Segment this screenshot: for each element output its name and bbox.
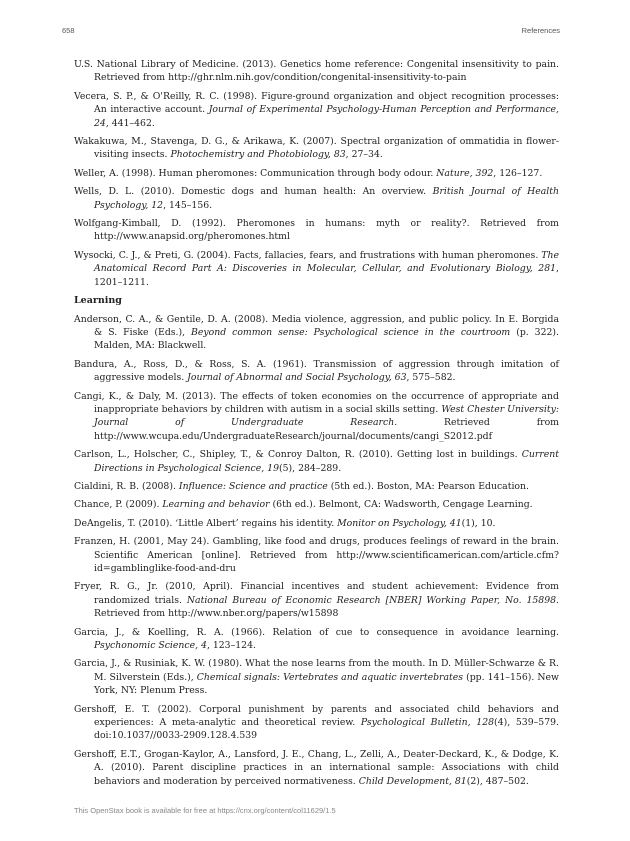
- reference-text: Fryer, R. G., Jr. (2010, April). Financial incentives and student achievement: Evidence from randomized trials.: [74, 581, 559, 606]
- reference-entry: [74, 390, 559, 444]
- reference-details: , 441–462.: [105, 117, 155, 129]
- reference-details: . Retrieved from http://www.nber.org/papers/w15898: [94, 594, 559, 620]
- reference-text: Weller, A. (1998). Human pheromones: Communication through body odour.: [74, 167, 437, 179]
- reference-entry: [74, 135, 559, 162]
- reference-source-title: Learning and behavior: [162, 499, 270, 511]
- page-number: 658: [62, 26, 75, 35]
- reference-details: (p. 322). Malden, MA: Blackwell.: [94, 326, 559, 352]
- reference-source-title: Chemical signals: Vertebrates and aquatic invertebrates: [196, 671, 464, 683]
- reference-source-title: The Anatomical Record Part A: Discoveries in Molecular, Cellular, and Evolutionary Biology, 281: [94, 249, 559, 275]
- reference-text: Garcia, J., & Rusiniak, K. W. (1980). What the nose learns from the mouth. In D. Müller-Schwarze & R. M. Silverstein (Eds.),: [74, 658, 559, 683]
- reference-text: Cangi, K., & Daly, M. (2013). The effects of token economies on the occurrence of appropriate and inappropriate behaviors by children with autism in a social skills setting.: [74, 390, 559, 415]
- reference-source-title: Photochemistry and Photobiology, 83: [170, 149, 346, 161]
- reference-source-title: Nature, 392: [436, 167, 494, 179]
- reference-text: Wells, D. L. (2010). Domestic dogs and human health: An overview.: [74, 186, 433, 198]
- reference-details: (pp. 141–156). New York, NY: Plenum Press.: [94, 671, 559, 697]
- reference-entry: [74, 185, 559, 212]
- reference-text: Wakakuwa, M., Stavenga, D. G., & Arikawa, K. (2007). Spectral organization of ommatidia in flower-visiting insects.: [74, 136, 559, 161]
- reference-entry: [74, 313, 559, 353]
- references-group-top: [74, 58, 559, 289]
- reference-source-title: Psychonomic Science, 4: [94, 640, 207, 652]
- reference-text: Carlson, L., Holscher, C., Shipley, T., & Conroy Dalton, R. (2010). Getting lost in buildings.: [74, 449, 522, 461]
- reference-entry: [74, 358, 559, 385]
- page-footer: This OpenStax book is available for free at https://cnx.org/content/col11629/1.5: [74, 806, 336, 816]
- reference-details: (1), 10.: [461, 517, 496, 529]
- reference-source-title: Psychological Bulletin, 128: [360, 717, 495, 729]
- reference-source-title: National Bureau of Economic Research [NBER] Working Paper, No. 15898: [186, 594, 557, 606]
- reference-text: Vecera, S. P., & O'Reilly, R. C. (1998). Figure-ground organization and object recognition processes: An interactive account.: [74, 90, 559, 116]
- reference-entry: [74, 703, 559, 743]
- reference-source-title: Influence: Science and practice: [178, 480, 328, 492]
- section-heading-learning: Learning: [74, 295, 122, 307]
- reference-text: Gershoff, E.T., Grogan-Kaylor, A., Lansford, J. E., Chang, L., Zelli, A., Deater-Deckard, K., & Dodge, K. A. (2010). Parent discipline practices in an international sample: Associations with child behaviors and moderation by perceived normativeness.: [74, 748, 559, 787]
- reference-text: Chance, P. (2009).: [74, 499, 163, 511]
- reference-details: , 126–127.: [493, 167, 543, 179]
- reference-entry: [74, 498, 559, 511]
- reference-entry: [74, 626, 559, 653]
- reference-text: DeAngelis, T. (2010). ‘Little Albert’ regains his identity.: [74, 517, 338, 529]
- reference-details: , 1201–1211.: [94, 263, 559, 288]
- page-header: [62, 26, 560, 38]
- reference-entry: [74, 249, 559, 289]
- reference-entry: [74, 167, 559, 180]
- reference-text: Cialdini, R. B. (2008).: [74, 480, 179, 492]
- reference-text: Wolfgang-Kimball, D. (1992). Pheromones in humans: myth or reality?. Retrieved from http://www.anapsid.org/pheromones.html: [74, 218, 559, 243]
- reference-details: (2), 487–502.: [466, 775, 529, 787]
- reference-source-title: Beyond common sense: Psychological science in the courtroom: [191, 326, 511, 338]
- reference-text: U.S. National Library of Medicine. (2013). Genetics home reference: Congenital insensitivity to pain. Retrieved from http://ghr.nlm.nih.gov/condition/congenital-insensitivity-to-pain: [74, 59, 559, 84]
- reference-entry: [74, 58, 559, 85]
- reference-source-title: Current Directions in Psychological Science, 19: [94, 449, 559, 474]
- reference-details: (5), 284–289.: [279, 462, 342, 474]
- reference-text: Wysocki, C. J., & Preti, G. (2004). Facts, fallacies, fears, and frustrations with human pheromones.: [74, 249, 542, 261]
- reference-entry: [74, 748, 559, 788]
- references-list: [74, 58, 559, 788]
- reference-details: , 575–582.: [406, 372, 456, 384]
- reference-entry: [74, 580, 559, 620]
- reference-entry: [74, 448, 559, 475]
- reference-source-title: West Chester University: Journal of Undergraduate Research: [94, 403, 559, 429]
- reference-entry: [74, 657, 559, 697]
- reference-details: . Retrieved from http://www.wcupa.edu/UndergraduateResearch/journal/documents/cangi_S2012.pdf: [94, 417, 560, 442]
- reference-entry: [74, 535, 559, 575]
- reference-entry: [74, 217, 559, 244]
- reference-source-title: Monitor on Psychology, 41: [337, 517, 462, 529]
- references-group-learning: [74, 313, 559, 789]
- reference-details: (5th ed.). Boston, MA: Pearson Education.: [327, 480, 529, 492]
- reference-source-title: Journal of Abnormal and Social Psychology, 63: [187, 372, 407, 384]
- reference-details: (4), 539–579. doi:10.1037//0033-2909.128.4.539: [94, 717, 559, 742]
- reference-details: , 27–34.: [345, 149, 383, 161]
- reference-entry: [74, 480, 559, 493]
- running-section-title: References: [521, 26, 560, 35]
- reference-details: , 123–124.: [206, 640, 256, 652]
- reference-entry: [74, 90, 559, 130]
- reference-text: Bandura, A., Ross, D., & Ross, S. A. (1961). Transmission of aggression through imitation of aggressive models.: [74, 358, 559, 384]
- reference-details: (6th ed.). Belmont, CA: Wadsworth, Cengage Learning.: [269, 499, 533, 511]
- reference-entry: [74, 517, 559, 530]
- reference-details: , 145–156.: [163, 199, 213, 211]
- reference-text: Anderson, C. A., & Gentile, D. A. (2008). Media violence, aggression, and public policy. In E. Borgida & S. Fiske (Eds.),: [74, 313, 559, 338]
- reference-source-title: British Journal of Health Psychology, 12: [94, 186, 559, 211]
- reference-source-title: Journal of Experimental Psychology-Human Perception and Performance, 24: [94, 104, 559, 129]
- reference-text: Garcia, J., & Koelling, R. A. (1966). Relation of cue to consequence in avoidance learning.: [74, 626, 559, 638]
- reference-text: Franzen, H. (2001, May 24). Gambling, like food and drugs, produces feelings of reward in the brain. Scientific American [online]. Retrieved from http://www.scientificamerican.com/article.cfm?id=gamblinglike-food-and-dru: [74, 536, 559, 574]
- reference-source-title: Child Development, 81: [358, 775, 467, 787]
- reference-text: Gershoff, E. T. (2002). Corporal punishment by parents and associated child behaviors and experiences: A meta-analytic and theoretical review.: [74, 703, 559, 729]
